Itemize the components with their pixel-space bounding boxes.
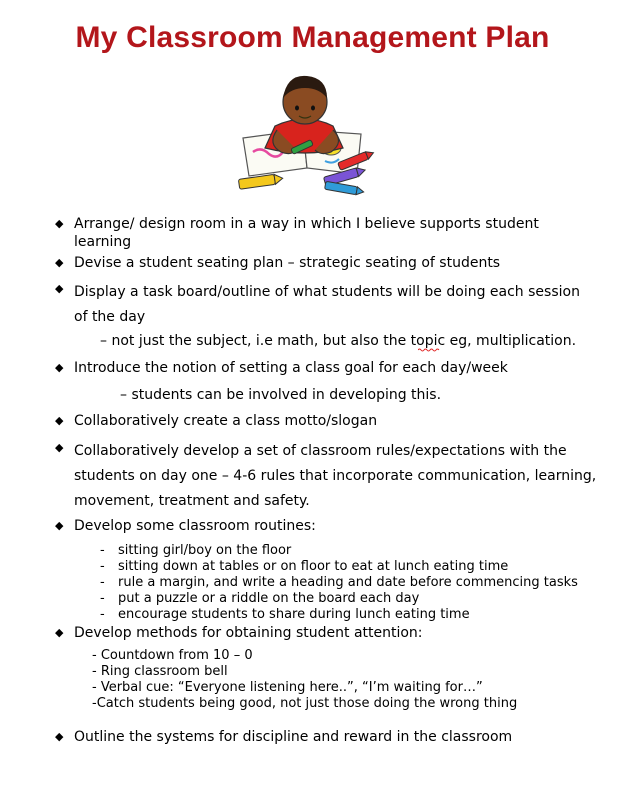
item-line: Introduce the notion of setting a class goal for each day/week [74, 360, 508, 376]
sub-item-text: sitting down at tables or on floor to eat at lunch eating time [118, 559, 509, 574]
sub-item-text: encourage students to share during lunch eating time [118, 607, 470, 622]
sub-item [100, 607, 470, 623]
item-line: Develop some classroom routines: [74, 518, 316, 534]
item-note: – students can be involved in developing this. [120, 387, 442, 403]
item-line: movement, treatment and safety. [74, 493, 310, 509]
sub-item: - Verbal cue: “Everyone listening here..”, “I’m waiting for…” [92, 680, 483, 695]
diamond-bullet-icon: ◆ [55, 730, 64, 743]
item-line: Arrange/ design room in a way in which I believe supports student [74, 216, 539, 232]
item-line: Develop methods for obtaining student attention: [74, 625, 423, 641]
diamond-bullet-icon: ◆ [55, 441, 64, 454]
diamond-bullet-icon: ◆ [55, 217, 64, 230]
sub-item [100, 591, 420, 607]
item-line: of the day [74, 309, 146, 325]
diamond-bullet-icon: ◆ [55, 519, 64, 532]
diamond-bullet-icon: ◆ [55, 361, 64, 374]
item-line: learning [74, 234, 132, 250]
sub-item-text: rule a margin, and write a heading and date before commencing tasks [118, 575, 578, 590]
item-line: students on day one – 4-6 rules that incorporate communication, learning, [74, 468, 597, 484]
dash-marker: - [100, 591, 105, 606]
item-line: Devise a student seating plan – strategic seating of students [74, 255, 501, 271]
sub-item: - Countdown from 10 – 0 [92, 648, 253, 663]
item-note: – not just the subject, i.e math, but also the topic eg, multiplication. [100, 333, 577, 349]
sub-item: -Catch students being good, not just those doing the wrong thing [92, 696, 518, 711]
item-line: Collaboratively create a class motto/slogan [74, 413, 378, 429]
spellcheck-squiggle [418, 348, 440, 352]
dash-marker: - [100, 559, 105, 574]
sub-item: - Ring classroom bell [92, 664, 228, 679]
dash-marker: - [100, 607, 105, 622]
sub-item-text: sitting girl/boy on the floor [118, 543, 292, 558]
diamond-bullet-icon: ◆ [55, 626, 64, 639]
item-line: Collaboratively develop a set of classroom rules/expectations with the [74, 443, 567, 459]
diamond-bullet-icon: ◆ [55, 282, 64, 295]
dash-marker: - [100, 575, 105, 590]
diamond-bullet-icon: ◆ [55, 256, 64, 269]
diamond-bullet-icon: ◆ [55, 414, 64, 427]
dash-marker: - [100, 543, 105, 558]
sub-item-text: put a puzzle or a riddle on the board each day [118, 591, 420, 606]
child-drawing-clipart [233, 68, 378, 196]
item-line: Display a task board/outline of what students will be doing each session [74, 284, 580, 300]
sub-item [100, 543, 292, 559]
sub-item [100, 575, 578, 591]
item-line: Outline the systems for discipline and reward in the classroom [74, 729, 513, 745]
page-title: My Classroom Management Plan [75, 21, 550, 54]
sub-item [100, 559, 509, 575]
